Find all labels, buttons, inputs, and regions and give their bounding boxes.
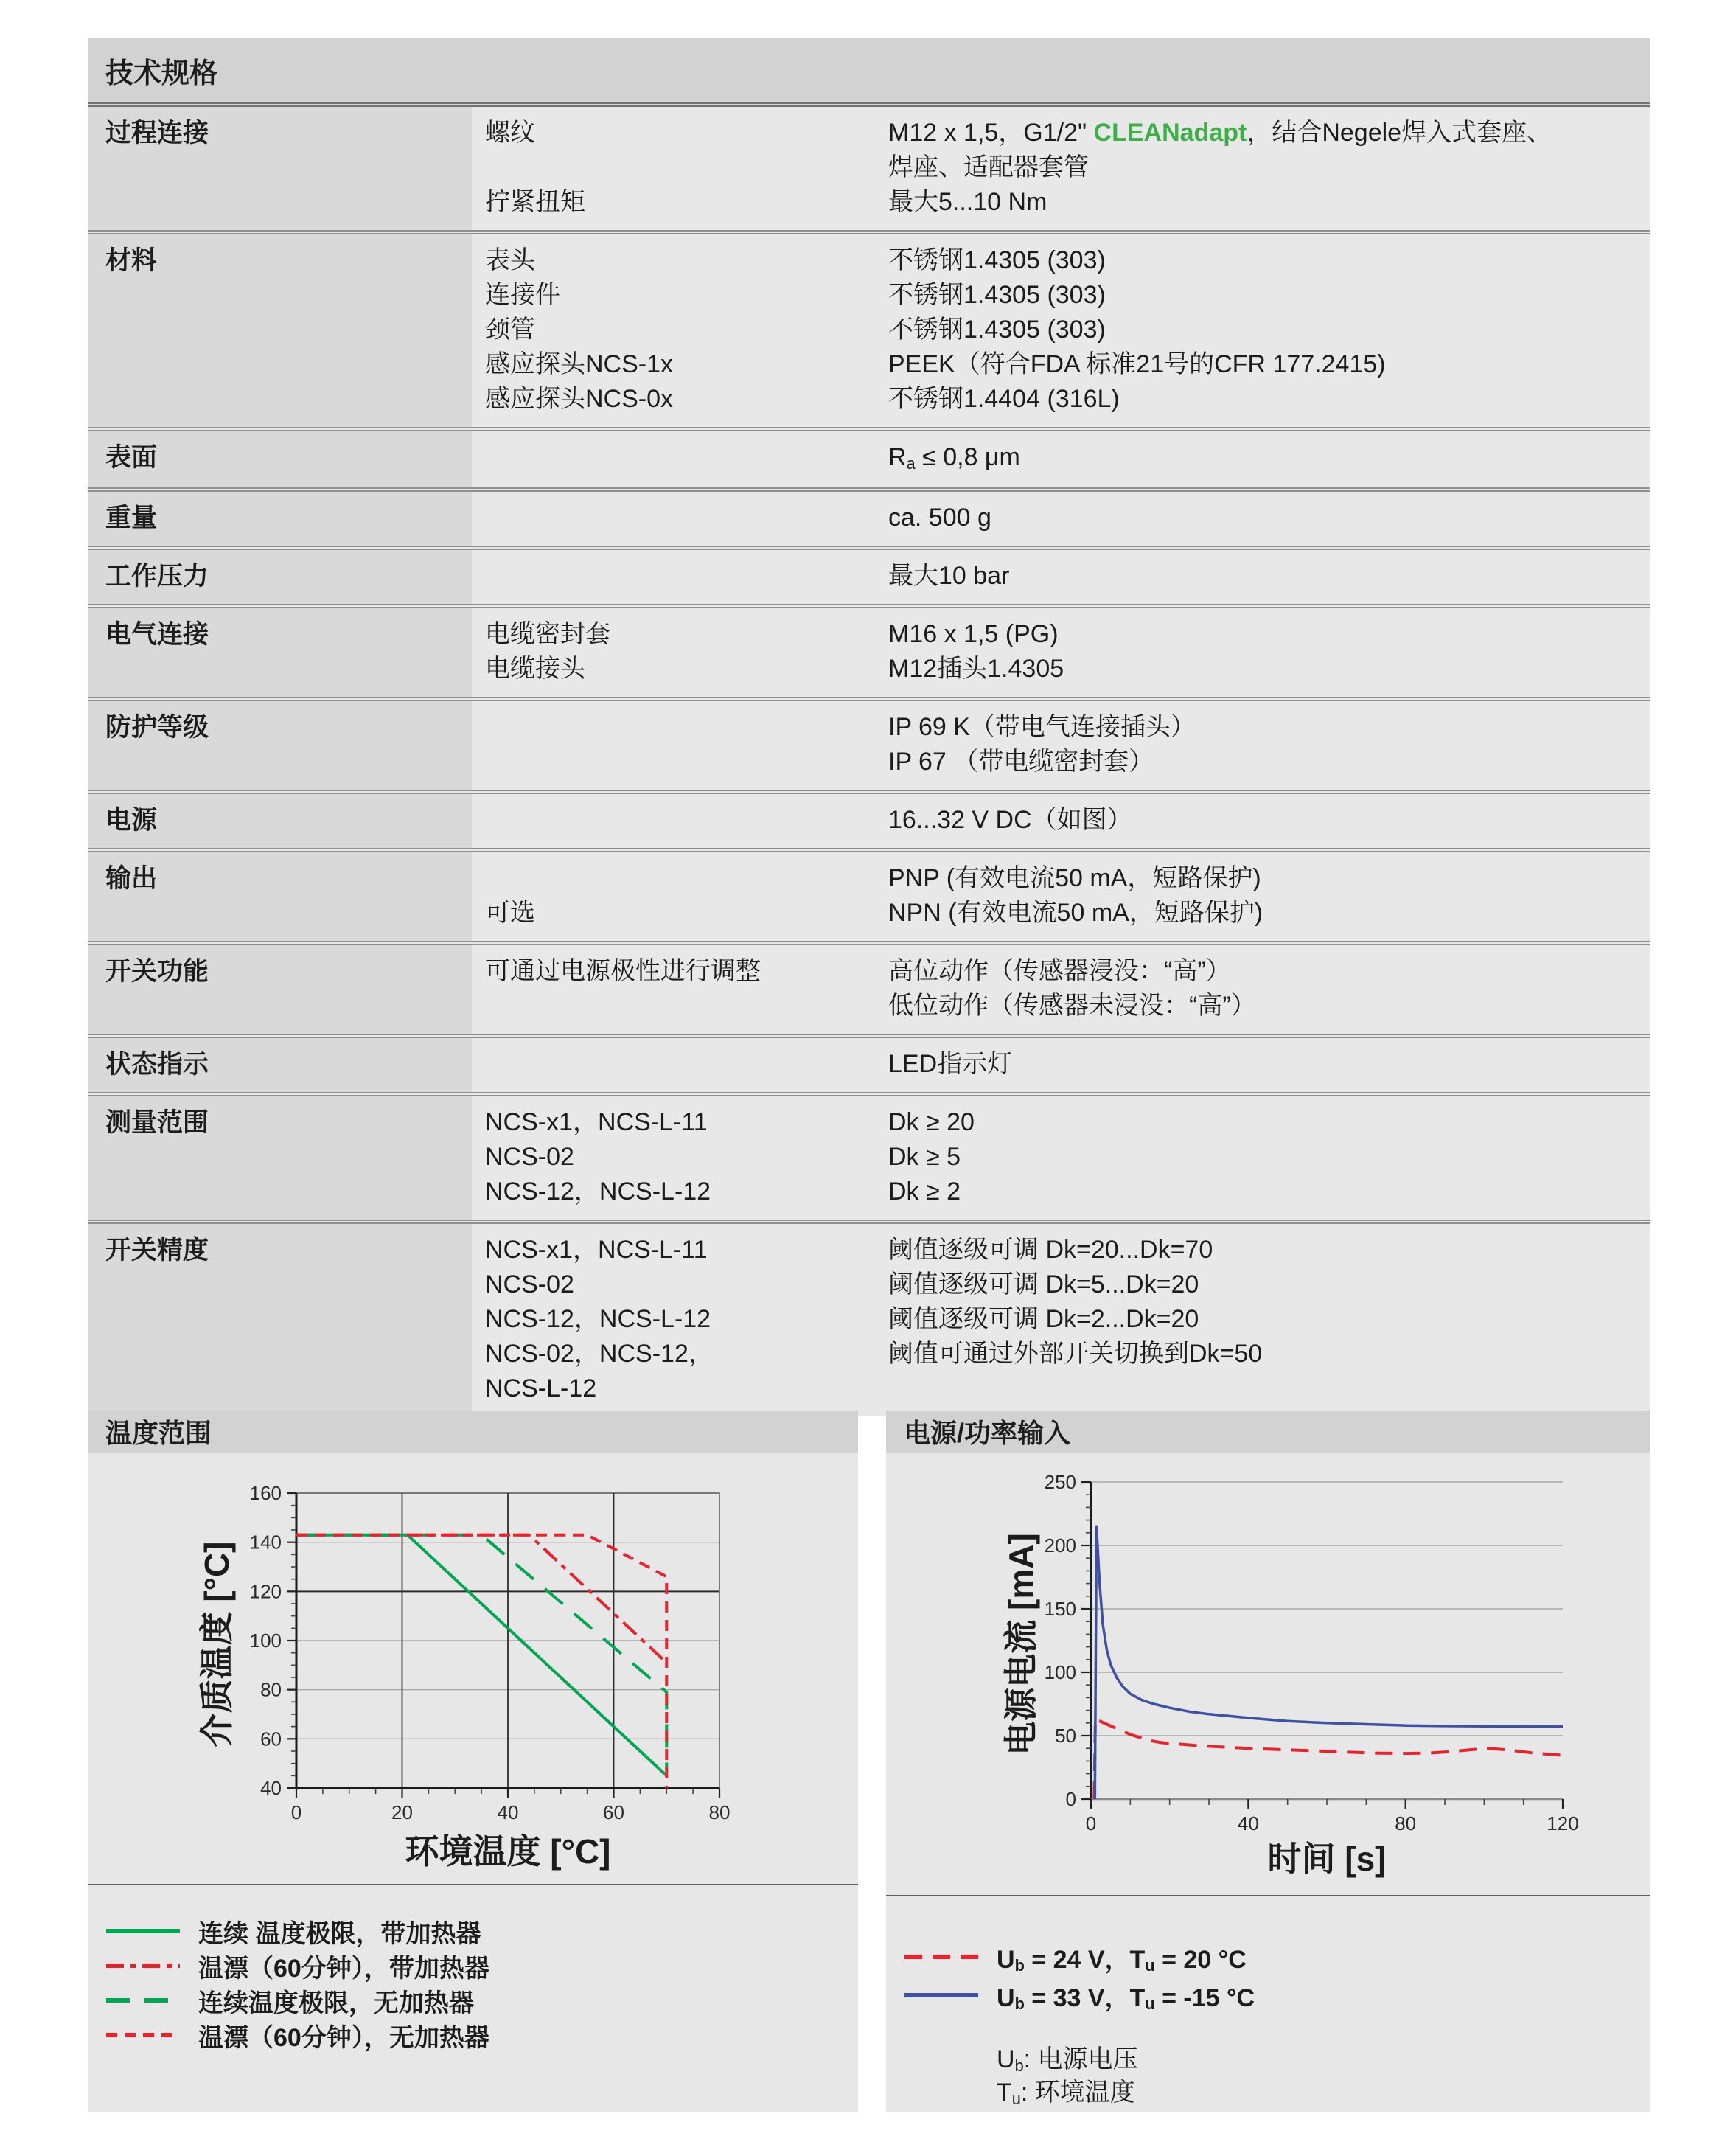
legend-label <box>997 1939 1247 1975</box>
x-tick-label: 0 <box>1085 1812 1097 1834</box>
spec-line: 可选 <box>485 899 535 927</box>
table-title: 技术规格 <box>88 38 1650 107</box>
spec-line: 工作压力 <box>105 562 209 591</box>
spec-label-cell <box>88 608 472 697</box>
series-line <box>1095 1526 1563 1799</box>
y-tick-label: 160 <box>249 1482 282 1504</box>
spec-line: NCS-12，NCS-L-12 <box>485 1305 711 1333</box>
y-tick-label: 120 <box>249 1580 282 1603</box>
text-segment: : 环境温度 <box>1020 2079 1135 2107</box>
legend-line-sample <box>106 1983 180 2018</box>
subscript: u <box>1011 2089 1021 2108</box>
spec-line: 最大5...10 Nm <box>888 188 1047 216</box>
legend-line-icon <box>106 1913 180 1949</box>
spec-value-cell <box>888 492 1650 546</box>
spec-line: 不锈钢1.4404 (316L) <box>888 385 1120 413</box>
spec-label-cell <box>88 1224 472 1416</box>
spec-value-cell <box>888 852 1650 941</box>
power-input-title: 电源/功率输入 <box>886 1411 1650 1453</box>
spec-line: 阈值逐级可调 Dk=20...Dk=70 <box>888 1236 1213 1264</box>
table-row <box>88 487 1650 546</box>
series-line <box>1094 1719 1563 1799</box>
legend-line-icon <box>904 1978 978 2013</box>
spec-line: 焊座、适配器套管 <box>888 153 1089 181</box>
spec-line: 不锈钢1.4305 (303) <box>888 281 1106 309</box>
series-line <box>296 1535 666 1776</box>
subscript: u <box>1145 1956 1155 1975</box>
spec-sub-label-cell <box>472 608 888 697</box>
table-row <box>88 230 1650 427</box>
subscript: b <box>1014 1994 1025 2014</box>
spec-line: M12插头1.4305 <box>888 655 1064 683</box>
legend-line-sample <box>106 2017 180 2053</box>
spec-value-cell <box>888 550 1650 604</box>
spec-line: NCS-02，NCS-12， <box>485 1340 714 1368</box>
legend-line-sample <box>904 1939 978 1975</box>
spec-value-cell <box>888 701 1650 790</box>
spec-line: 测量范围 <box>105 1108 209 1137</box>
spec-sub-label-cell <box>472 852 888 941</box>
spec-line: 开关功能 <box>105 957 209 986</box>
spec-sub-label-cell <box>472 794 888 848</box>
spec-line: NCS-02 <box>485 1143 574 1171</box>
table-row <box>88 1034 1650 1092</box>
table-row <box>88 546 1650 604</box>
power-input-body <box>886 1453 1650 2112</box>
table-rows <box>88 107 1650 1416</box>
table-row <box>88 107 1650 230</box>
spec-line: 阈值可通过外部开关切换到Dk=50 <box>888 1340 1263 1368</box>
x-tick-label: 20 <box>391 1801 413 1823</box>
spec-line: PEEK（符合FDA 标准21号的CFR 177.2415) <box>888 350 1386 378</box>
series-line <box>296 1535 666 1788</box>
text-segment: R <box>888 443 907 471</box>
spec-line <box>485 150 888 185</box>
x-tick-label: 120 <box>1547 1812 1579 1834</box>
spec-line: 可通过电源极性进行调整 <box>485 957 761 985</box>
spec-sub-label-cell <box>472 701 888 790</box>
spec-label-cell <box>88 1038 472 1092</box>
subscript: b <box>1014 2056 1024 2075</box>
legend-label: 连续温度极限，无加热器 <box>198 1989 474 2017</box>
spec-line: 不锈钢1.4305 (303) <box>888 246 1106 274</box>
y-tick-label: 40 <box>260 1777 282 1799</box>
legend-line-sample <box>106 1948 180 1983</box>
legend-divider <box>886 1895 1650 1896</box>
table-row <box>88 427 1650 487</box>
spec-line: 防护等级 <box>105 713 209 742</box>
spec-line: 表头 <box>485 246 535 274</box>
spec-line: 开关精度 <box>105 1236 209 1265</box>
spec-label-cell <box>88 492 472 546</box>
temperature-range-body <box>88 1453 858 2112</box>
text-segment: U <box>997 1945 1015 1974</box>
y-tick-label: 80 <box>260 1678 282 1701</box>
spec-label-cell <box>88 1096 472 1220</box>
text-segment: = -15 °C <box>1154 1983 1255 2012</box>
y-tick-label: 50 <box>1055 1725 1076 1747</box>
legend-label: 连续 温度极限，带加热器 <box>198 1919 481 1948</box>
table-row <box>88 1220 1650 1416</box>
spec-line: 阈值逐级可调 Dk=5...Dk=20 <box>888 1270 1199 1298</box>
spec-label-cell <box>88 431 472 487</box>
subscript: b <box>1014 1956 1025 1975</box>
legend-line-sample <box>106 1913 180 1949</box>
spec-value-cell <box>888 107 1650 230</box>
spec-label-cell <box>88 794 472 848</box>
legend-line-icon <box>904 1939 978 1975</box>
spec-value-cell <box>888 431 1650 487</box>
spec-value-cell <box>888 794 1650 848</box>
table-row <box>88 1092 1650 1220</box>
spec-label-cell <box>88 945 472 1034</box>
y-axis-title: 介质温度 [°C] <box>198 1541 236 1747</box>
legend-line-icon <box>106 1983 180 2018</box>
spec-line: 不锈钢1.4305 (303) <box>888 316 1106 344</box>
spec-sub-label-cell <box>472 234 888 427</box>
x-tick-label: 40 <box>497 1801 519 1823</box>
subscript: u <box>1145 1994 1155 2014</box>
spec-sub-label-cell <box>472 1096 888 1220</box>
spec-line: 输出 <box>105 864 158 893</box>
tech-specs-table <box>88 38 1650 1416</box>
spec-line: 表面 <box>105 443 158 472</box>
y-tick-label: 100 <box>249 1629 282 1652</box>
spec-line: 低位动作（传感器未浸没：“高”） <box>888 992 1256 1020</box>
legend-note <box>997 2072 1135 2108</box>
y-tick-label: 150 <box>1044 1598 1076 1620</box>
spec-line: 颈管 <box>485 316 535 344</box>
spec-line: 过程连接 <box>105 119 209 147</box>
legend-line-sample <box>904 1978 978 2013</box>
spec-line: NCS-x1，NCS-L-11 <box>485 1108 708 1136</box>
spec-line: NCS-12，NCS-L-12 <box>485 1178 711 1206</box>
spec-line: NCS-02 <box>485 1270 574 1298</box>
spec-sub-label-cell <box>472 1038 888 1092</box>
text-segment: = 20 °C <box>1154 1945 1247 1974</box>
spec-line: 感应探头NCS-0x <box>485 385 674 413</box>
legend-label <box>997 1978 1255 2014</box>
spec-line: IP 69 K（带电气连接插头） <box>888 713 1196 741</box>
x-tick-label: 80 <box>1395 1812 1417 1834</box>
subscript: a <box>906 453 916 473</box>
spec-line: PNP (有效电流50 mA，短路保护) <box>888 864 1261 892</box>
spec-label-cell <box>88 852 472 941</box>
y-tick-label: 0 <box>1065 1788 1076 1810</box>
spec-line: 阈值逐级可调 Dk=2...Dk=20 <box>888 1305 1199 1333</box>
spec-line <box>888 116 1638 150</box>
spec-label-cell <box>88 107 472 230</box>
x-tick-label: 0 <box>290 1801 302 1823</box>
x-tick-label: 80 <box>708 1801 731 1823</box>
text-segment: ，结合Negele焊入式套座、 <box>1247 119 1552 147</box>
spec-line: 状态指示 <box>105 1050 209 1079</box>
text-segment: CLEANadapt <box>1093 119 1247 147</box>
spec-line: Dk ≥ 20 <box>888 1108 975 1136</box>
table-row <box>88 941 1650 1034</box>
spec-line: ca. 500 g <box>888 504 991 532</box>
legend-line-icon <box>106 2017 180 2053</box>
spec-label-cell <box>88 234 472 427</box>
spec-value-cell <box>888 1096 1650 1220</box>
legend-label: 温漂（60分钟），带加热器 <box>198 1954 489 1983</box>
spec-label-cell <box>88 550 472 604</box>
spec-label-cell <box>88 701 472 790</box>
spec-sub-label-cell <box>472 550 888 604</box>
text-segment: = 24 V，T <box>1024 1945 1146 1974</box>
y-tick-label: 140 <box>249 1531 282 1554</box>
series-line <box>296 1535 666 1771</box>
temperature-range-title: 温度范围 <box>88 1411 858 1453</box>
table-row <box>88 848 1650 941</box>
spec-line <box>485 861 888 896</box>
x-axis-title: 环境温度 [°C] <box>405 1832 611 1871</box>
temperature-range-panel <box>88 1411 858 2112</box>
y-tick-label: 250 <box>1044 1471 1076 1493</box>
spec-line: 拧紧扭矩 <box>485 188 585 216</box>
spec-line: 螺纹 <box>485 119 535 147</box>
y-tick-label: 60 <box>260 1728 282 1750</box>
spec-value-cell <box>888 945 1650 1034</box>
x-tick-label: 60 <box>603 1801 624 1823</box>
spec-sub-label-cell <box>472 945 888 1034</box>
spec-line: 最大10 bar <box>888 562 1010 590</box>
spec-sub-label-cell <box>472 431 888 487</box>
spec-sub-label-cell <box>472 1224 888 1416</box>
spec-value-cell <box>888 608 1650 697</box>
x-axis-title: 时间 [s] <box>1267 1840 1387 1878</box>
text-segment: M12 x 1,5，G1/2" <box>888 119 1094 147</box>
y-axis-title: 电源电流 [mA] <box>1002 1533 1040 1756</box>
text-segment: U <box>997 2045 1015 2073</box>
spec-line: NCS-x1，NCS-L-11 <box>485 1236 708 1264</box>
text-segment: ≤ 0,8 μm <box>915 443 1020 471</box>
y-tick-label: 100 <box>1044 1661 1076 1683</box>
spec-value-cell <box>888 234 1650 427</box>
text-segment: : 电源电压 <box>1023 2045 1138 2073</box>
spec-line: 重量 <box>105 504 158 532</box>
table-row <box>88 790 1650 848</box>
y-tick-label: 200 <box>1044 1534 1076 1557</box>
spec-line: 材料 <box>105 246 158 275</box>
spec-line: Dk ≥ 5 <box>888 1143 961 1171</box>
table-row <box>88 697 1650 790</box>
spec-sub-label-cell <box>472 107 888 230</box>
legend-line-icon <box>106 1948 180 1983</box>
spec-line <box>888 440 1638 477</box>
spec-value-cell <box>888 1038 1650 1092</box>
x-tick-label: 40 <box>1237 1812 1259 1834</box>
legend-note <box>997 2039 1138 2075</box>
legend-label: 温漂（60分钟），无加热器 <box>198 2023 489 2052</box>
spec-line: 连接件 <box>485 281 560 309</box>
spec-line: 电源 <box>105 806 158 835</box>
spec-line: 16...32 V DC（如图） <box>888 806 1132 834</box>
text-segment: T <box>997 2079 1012 2107</box>
spec-line: NCS-L-12 <box>485 1374 597 1402</box>
power-input-panel <box>886 1411 1650 2112</box>
spec-sub-label-cell <box>472 492 888 546</box>
table-row <box>88 604 1650 697</box>
spec-line: IP 67 （带电缆密封套） <box>888 748 1154 776</box>
spec-line: 电气连接 <box>105 620 209 649</box>
spec-line: NPN (有效电流50 mA，短路保护) <box>888 899 1263 927</box>
text-segment: U <box>997 1983 1015 2012</box>
spec-line: 感应探头NCS-1x <box>485 350 674 378</box>
spec-line: 高位动作（传感器浸没：“高”） <box>888 957 1231 985</box>
legend-divider <box>88 1884 858 1885</box>
text-segment: = 33 V，T <box>1024 1983 1146 2012</box>
spec-line: M16 x 1,5 (PG) <box>888 620 1059 648</box>
spec-line: 电缆密封套 <box>485 620 610 648</box>
spec-line: 电缆接头 <box>485 655 585 683</box>
spec-line: LED指示灯 <box>888 1050 1013 1078</box>
spec-line: Dk ≥ 2 <box>888 1178 961 1206</box>
